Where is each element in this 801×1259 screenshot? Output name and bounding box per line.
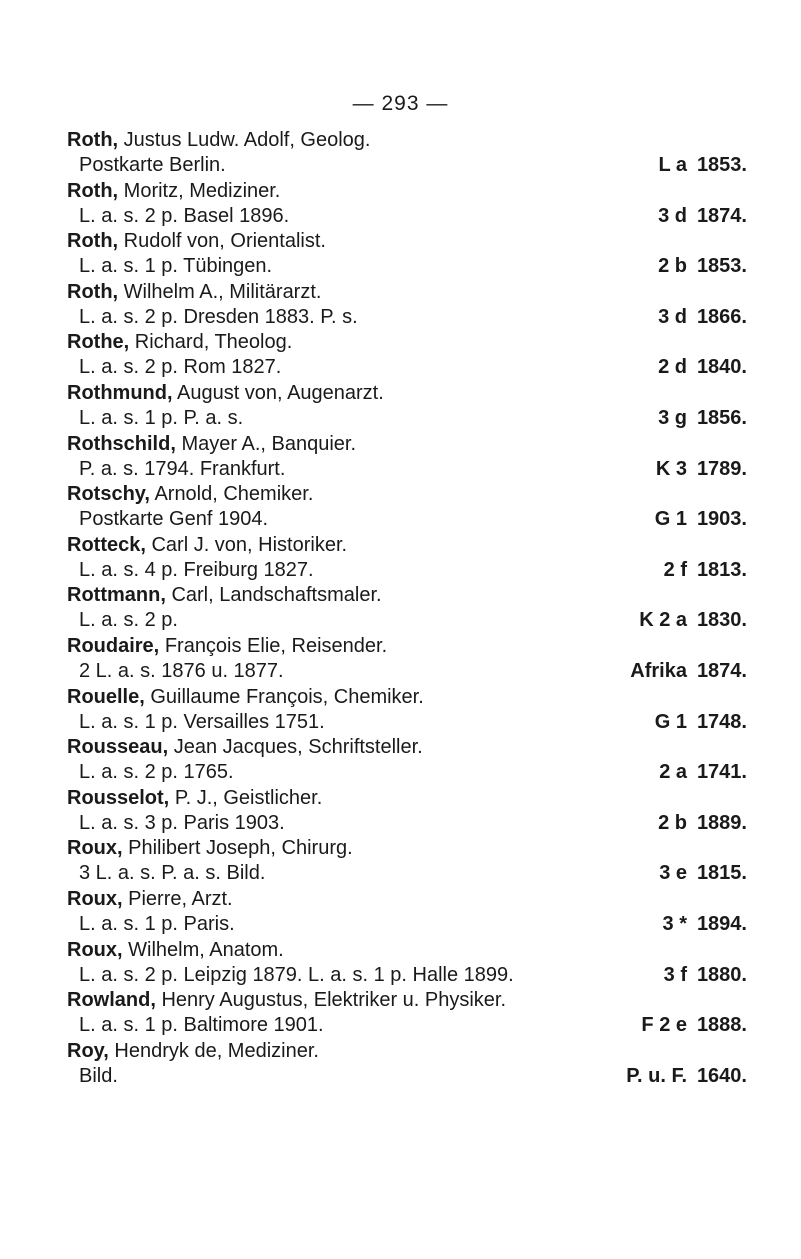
- entry-detail: L. a. s. 3 p. Paris 1903.: [79, 811, 285, 834]
- entry-heading: [67, 381, 747, 406]
- entry-reference: [627, 1013, 747, 1038]
- entry-heading: [67, 280, 747, 305]
- entry-heading: [67, 786, 747, 811]
- entry-reference: [627, 710, 747, 735]
- entry-heading: [67, 887, 747, 912]
- entry-detail-line: [67, 963, 747, 988]
- entry-heading: [67, 128, 747, 153]
- entry-year: 1903.: [696, 508, 747, 531]
- entry-description: Wilhelm A., Militärarzt.: [123, 280, 322, 303]
- entry-heading: [67, 938, 747, 963]
- entry-description: Carl, Landschaftsmaler.: [171, 584, 382, 607]
- entry-detail-line: [67, 507, 747, 532]
- entry-year: 1741.: [696, 761, 747, 784]
- entry-name: Rotschy,: [67, 483, 150, 506]
- entry-name: Roth,: [67, 179, 119, 202]
- entry-signature: 2 b: [658, 811, 687, 834]
- entry-description: Wilhelm, Anatom.: [128, 938, 284, 961]
- entry-signature: 3 d: [658, 305, 687, 328]
- entry-name: Rothschild,: [67, 432, 176, 455]
- entry-year: 1894.: [696, 912, 747, 935]
- entry-name: Rousseau,: [67, 736, 169, 759]
- catalog-entry: [67, 735, 747, 786]
- entry-signature: K 3: [655, 457, 687, 480]
- entry-signature: 3 f: [663, 963, 687, 986]
- entry-reference: [627, 254, 747, 279]
- entry-year: 1866.: [696, 305, 747, 328]
- entry-heading: [67, 330, 747, 355]
- entry-name: Roux,: [67, 938, 123, 961]
- entry-signature: 3 e: [659, 862, 687, 885]
- entry-description: Rudolf von, Orientalist.: [123, 230, 326, 253]
- entry-year: 1830.: [696, 609, 747, 632]
- entry-description: Pierre, Arzt.: [128, 887, 233, 910]
- catalog-entry: [67, 836, 747, 887]
- entry-description: P. J., Geistlicher.: [174, 786, 323, 809]
- entry-name: Roth,: [67, 230, 119, 253]
- entry-description: Carl J. von, Historiker.: [151, 533, 348, 556]
- entry-reference: [627, 355, 747, 380]
- entry-year: 1880.: [696, 963, 747, 986]
- catalog-entry: [67, 685, 747, 736]
- entry-detail: L. a. s. 1 p. Paris.: [79, 912, 235, 935]
- entry-signature: F 2 e: [641, 1014, 687, 1037]
- entry-reference: [627, 507, 747, 532]
- entry-name: Roux,: [67, 837, 123, 860]
- entry-detail: Postkarte Berlin.: [79, 154, 226, 176]
- entry-year: 1874.: [696, 659, 747, 682]
- entry-description: François Elie, Reisender.: [164, 634, 388, 657]
- entry-detail-line: [67, 1013, 747, 1038]
- catalog-entry: [67, 482, 747, 533]
- catalog-entry: [67, 280, 747, 331]
- entry-name: Rouelle,: [67, 685, 145, 708]
- entry-detail-line: [67, 457, 747, 482]
- entry-detail-line: [67, 811, 747, 836]
- entry-detail-line: [67, 558, 747, 583]
- entry-reference: [627, 305, 747, 330]
- entry-description: Richard, Theolog.: [134, 331, 293, 354]
- entry-detail-line: [67, 659, 747, 684]
- entry-signature: 3 d: [658, 204, 687, 227]
- entry-detail: L. a. s. 1 p. Versailles 1751.: [79, 710, 325, 733]
- entry-year: 1889.: [696, 811, 747, 834]
- entry-heading: [67, 685, 747, 710]
- entry-detail-line: [67, 861, 747, 886]
- catalog-entry: [67, 1039, 747, 1090]
- entry-signature: G 1: [654, 508, 687, 531]
- entry-reference: [627, 204, 747, 229]
- entry-description: Hendryk de, Mediziner.: [114, 1039, 319, 1062]
- entry-year: 1748.: [696, 710, 747, 733]
- catalog-entry: [67, 938, 747, 989]
- page-number: — 293 —: [352, 92, 449, 115]
- entry-heading: [67, 1039, 747, 1064]
- catalog-entry: [67, 229, 747, 280]
- entry-detail: L. a. s. 2 p. Basel 1896.: [79, 204, 290, 227]
- catalog-entries: [67, 128, 747, 1089]
- entry-signature: 2 b: [658, 255, 687, 278]
- entry-detail: L. a. s. 2 p. 1765.: [79, 761, 234, 784]
- catalog-entry: [67, 179, 747, 230]
- catalog-entry: [67, 634, 747, 685]
- entry-heading: [67, 432, 747, 457]
- entry-reference: [626, 1064, 747, 1089]
- entry-detail-line: [67, 912, 747, 937]
- entry-description: August von, Augenarzt.: [176, 381, 384, 404]
- entry-reference: [627, 153, 747, 178]
- entry-description: Mayer A., Banquier.: [181, 432, 356, 455]
- catalog-entry: [67, 786, 747, 837]
- entry-reference: [627, 406, 747, 431]
- entry-name: Rousselot,: [67, 786, 170, 809]
- entry-name: Rothe,: [67, 331, 130, 354]
- entry-year: 1640.: [696, 1064, 747, 1087]
- entry-reference: [627, 912, 747, 937]
- entry-name: Rowland,: [67, 989, 156, 1012]
- entry-description: Moritz, Mediziner.: [123, 179, 281, 202]
- entry-heading: [67, 482, 747, 507]
- entry-name: Rottmann,: [67, 584, 166, 607]
- entry-name: Roy,: [67, 1039, 109, 1062]
- entry-heading: [67, 583, 747, 608]
- entry-name: Rotteck,: [67, 533, 146, 556]
- entry-year: 1853.: [696, 255, 747, 278]
- entry-signature: K 2 a: [639, 609, 687, 632]
- entry-year: 1856.: [696, 406, 747, 429]
- entry-heading: [67, 634, 747, 659]
- entry-detail-line: [67, 355, 747, 380]
- entry-detail: L. a. s. 2 p. Dresden 1883. P. s.: [79, 305, 358, 328]
- entry-detail-line: [67, 406, 747, 431]
- entry-heading: [67, 735, 747, 760]
- entry-reference: [627, 659, 747, 684]
- entry-reference: [627, 811, 747, 836]
- entry-reference: [627, 760, 747, 785]
- entry-detail: L. a. s. 1 p. P. a. s.: [79, 406, 244, 429]
- entry-signature: 2 a: [659, 761, 687, 784]
- entry-year: 1813.: [696, 558, 747, 581]
- entry-detail: L. a. s. 1 p. Baltimore 1901.: [79, 1014, 324, 1037]
- catalog-entry: [67, 128, 747, 179]
- entry-heading: [67, 229, 747, 254]
- catalog-entry: [67, 533, 747, 584]
- entry-detail: L. a. s. 2 p. Rom 1827.: [79, 356, 282, 379]
- entry-heading: [67, 836, 747, 861]
- entry-reference: [627, 457, 747, 482]
- entry-detail: P. a. s. 1794. Frankfurt.: [79, 457, 286, 480]
- entry-detail: L. a. s. 1 p. Tübingen.: [79, 255, 273, 278]
- entry-reference: [627, 608, 747, 633]
- entry-signature: 2 f: [663, 558, 687, 581]
- entry-year: 1888.: [696, 1014, 747, 1037]
- entry-detail: L. a. s. 2 p. Leipzig 1879. L. a. s. 1 p. Halle 1899.: [79, 963, 514, 986]
- entry-description: Henry Augustus, Elektriker u. Physiker.: [161, 989, 507, 1012]
- entry-heading: [67, 179, 747, 204]
- entry-signature: Afrika: [630, 659, 687, 682]
- entry-detail-line: [67, 710, 747, 735]
- catalog-entry: [67, 887, 747, 938]
- entry-heading: [67, 988, 747, 1013]
- entry-signature: L a: [658, 154, 687, 176]
- entry-detail: Postkarte Genf 1904.: [79, 508, 269, 531]
- entry-detail: 2 L. a. s. 1876 u. 1877.: [79, 659, 284, 682]
- entry-description: Philibert Joseph, Chirurg.: [128, 837, 353, 860]
- entry-signature: 3 *: [662, 912, 687, 935]
- entry-name: Roth,: [67, 280, 119, 303]
- entry-description: Guillaume François, Chemiker.: [150, 685, 424, 708]
- entry-signature: 2 d: [658, 356, 687, 379]
- entry-year: 1874.: [696, 204, 747, 227]
- catalog-entry: [67, 381, 747, 432]
- entry-description: Arnold, Chemiker.: [154, 483, 314, 506]
- catalog-entry: [67, 583, 747, 634]
- entry-detail-line: [67, 608, 747, 633]
- catalog-entry: [67, 330, 747, 381]
- entry-name: Rothmund,: [67, 381, 173, 404]
- entry-reference: [627, 963, 747, 988]
- entry-name: Roth,: [67, 129, 119, 151]
- entry-name: Roux,: [67, 887, 123, 910]
- entry-year: 1840.: [696, 356, 747, 379]
- entry-detail: 3 L. a. s. P. a. s. Bild.: [79, 862, 266, 885]
- entry-signature: 3 g: [658, 406, 687, 429]
- entry-description: Jean Jacques, Schriftsteller.: [173, 736, 423, 759]
- entry-signature: G 1: [654, 710, 687, 733]
- entry-reference: [627, 558, 747, 583]
- entry-detail-line: [67, 760, 747, 785]
- entry-detail-line: [67, 254, 747, 279]
- entry-year: 1815.: [696, 862, 747, 885]
- catalog-entry: [67, 988, 747, 1039]
- entry-year: 1853.: [696, 154, 747, 176]
- entry-signature: P. u. F.: [626, 1064, 687, 1087]
- entry-detail-line: [67, 153, 747, 178]
- entry-reference: [627, 861, 747, 886]
- entry-description: Justus Ludw. Adolf, Geolog.: [123, 129, 371, 151]
- entry-detail-line: [67, 305, 747, 330]
- entry-detail: L. a. s. 2 p.: [79, 609, 178, 632]
- entry-name: Roudaire,: [67, 634, 160, 657]
- entry-detail-line: [67, 204, 747, 229]
- catalog-entry: [67, 432, 747, 483]
- entry-heading: [67, 533, 747, 558]
- entry-detail-line: [67, 1064, 747, 1089]
- entry-year: 1789.: [696, 457, 747, 480]
- entry-detail: Bild.: [79, 1064, 118, 1087]
- entry-detail: L. a. s. 4 p. Freiburg 1827.: [79, 558, 314, 581]
